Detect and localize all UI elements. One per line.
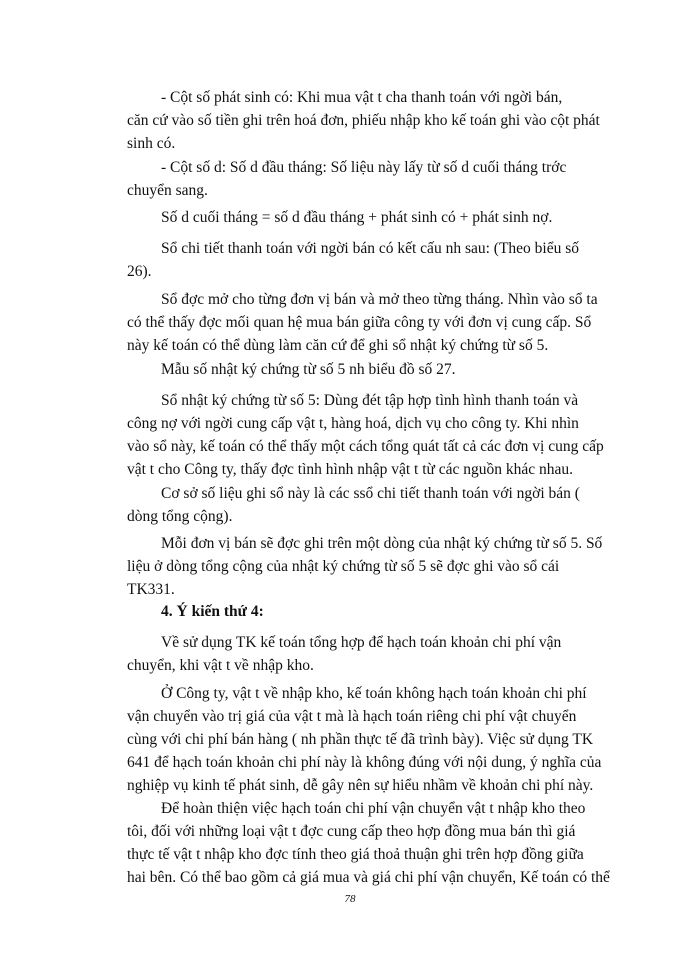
text-line: có thể thấy đợc mối quan hệ mua bán giữa công ty với đơn vị cung cấp. Sổ [127,314,592,331]
text-line: - Cột số phát sinh có: Khi mua vật t cha thanh toán với ngời bán, [161,89,563,106]
page-number: 78 [344,893,356,905]
text-line: chuyển sang. [127,182,208,199]
text-line: Mỗi đơn vị bán sẽ đợc ghi trên một dòng của nhật ký chứng từ số 5. Số [161,535,603,552]
paragraph-improvement [127,797,637,889]
text-line: 641 để hạch toán khoản chi phí này là không đúng với nội dung, ý nghĩa của [127,754,602,771]
text-line: Sổ chi tiết thanh toán với ngời bán có kết cấu nh sau: (Theo biểu số [161,240,580,257]
text-line: chuyển, khi vật t về nhập kho. [127,657,314,674]
paragraph-balance-formula [127,206,637,229]
paragraph-ledger-structure [127,237,637,283]
text-line: căn cứ vào số tiền ghi trên hoá đơn, phiếu nhập kho kế toán ghi vào cột phát [127,112,600,129]
text-line: Sổ nhật ký chứng từ số 5: Dùng đét tập hợp tình hình thanh toán và [161,392,579,409]
text-line: tôi, đối với những loại vật t đợc cung cấp theo hợp đồng mua bán thì giá [127,823,576,840]
text-line: Ở Công ty, vật t về nhập kho, kế toán không hạch toán khoản chi phí [161,685,587,702]
text-line: nghiệp vụ kinh tế phát sinh, dễ gây nên sự hiểu nhầm về khoản chi phí này. [127,777,594,794]
paragraph-balance-column [127,156,637,202]
text-line: Số d cuối tháng = số d đầu tháng + phát sinh có + phát sinh nợ. [161,209,553,226]
text-line: Sổ đợc mở cho từng đơn vị bán và mở theo từng tháng. Nhìn vào sổ ta [161,291,598,308]
text-line: sinh có. [127,135,176,152]
text-line: 26). [127,263,152,280]
paragraph-vendor-line [127,532,637,601]
text-line: Về sử dụng TK kế toán tổng hợp để hạch toán khoản chi phí vận [161,634,562,651]
paragraph-journal-template [127,358,637,381]
text-line: TK331. [127,581,175,598]
text-line: cùng với chi phí bán hàng ( nh phần thực tế đã trình bày). Việc sử dụng TK [127,731,594,748]
paragraph-credit-column [127,86,637,155]
section-heading: 4. Ý kiến thứ 4: [161,603,264,620]
text-line: vật t cho Công ty, thấy đợc tình hình nhập vật t từ các nguồn khác nhau. [127,461,574,478]
text-line: thực tế vật t nhập kho đợc tính theo giá thoả thuận ghi trên hợp đồng giữa [127,846,584,863]
text-line: vào sổ này, kế toán có thể thấy một cách tổng quát tất cả các đơn vị cung cấp [127,438,604,455]
text-line: - Cột số d: Số d đầu tháng: Số liệu này lấy từ số d cuối tháng trớc [161,159,567,176]
text-line: liệu ở dòng tổng cộng của nhật ký chứng từ số 5 sẽ đợc ghi vào sổ cái [127,558,560,575]
text-line: vận chuyển vào trị giá của vật t mà là hạch toán riêng chi phí vật chuyển [127,708,577,725]
paragraph-company-practice [127,682,637,797]
paragraph-journal-5 [127,389,637,481]
text-line: Cơ sở số liệu ghi sổ này là các ssổ chi tiết thanh toán với ngời bán ( [161,485,580,502]
text-line: này kế toán có thể dùng làm căn cứ để ghi sổ nhật ký chứng từ số 5. [127,337,549,354]
paragraph-account-usage [127,631,637,677]
text-line: công nợ với ngời cung cấp vật t, hàng hoá, dịch vụ cho công ty. Khi nhìn [127,415,579,432]
text-line: hai bên. Có thể bao gồm cả giá mua và giá chi phí vận chuyển, Kế toán có thể [127,869,610,886]
text-line: Mẫu số nhật ký chứng từ số 5 nh biểu đồ số 27. [161,361,456,378]
text-line: Để hoàn thiện việc hạch toán chi phí vận chuyển vật t nhập kho theo [161,800,586,817]
paragraph-ledger-usage [127,288,637,357]
text-line: dòng tổng cộng). [127,508,233,525]
paragraph-data-basis [127,482,637,528]
